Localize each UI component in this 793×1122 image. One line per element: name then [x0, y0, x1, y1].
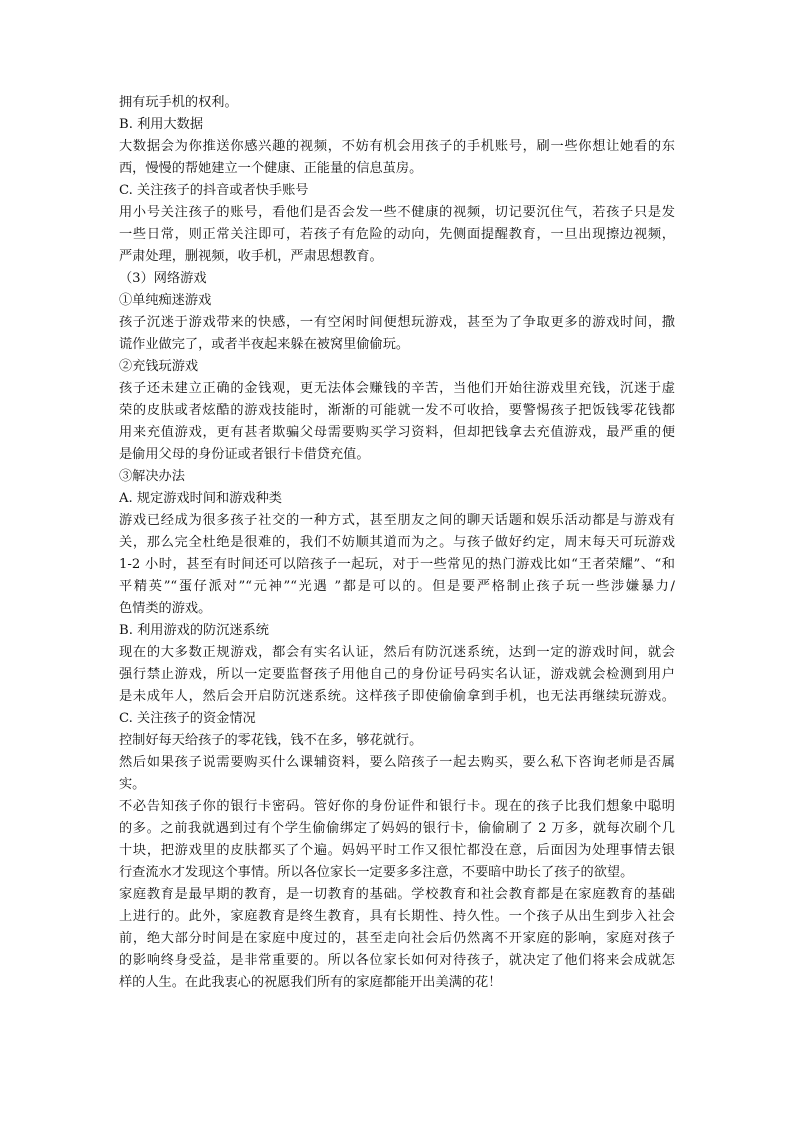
text-line: 控制好每天给孩子的零花钱，钱不在多，够花就行。 — [119, 733, 423, 748]
text-line: 平精英”“蛋仔派对”“元神”“光遇 ”都是可以的。但是要严格制止孩子玩一些涉嫌暴力/ — [119, 579, 675, 594]
text-line: 拥有玩手机的权利。 — [119, 95, 238, 110]
text-line: 十块，把游戏里的皮肤都买了个遍。妈妈平时工作又很忙都没在意，后面因为处理事情去银 — [119, 843, 675, 858]
text-line: 前，绝大部分时间是在家庭中度过的，甚至走向社会后仍然离不开家庭的影响，家庭对孩子 — [119, 931, 675, 946]
document-body — [119, 92, 675, 994]
text-line: B. 利用大数据 — [119, 117, 204, 132]
text-line: 的多。之前我就遇到过有个学生偷偷绑定了妈妈的银行卡，偷偷刷了 2 万多，就每次刷个几 — [119, 821, 675, 836]
text-line: 用小号关注孩子的账号，看他们是否会发一些不健康的视频，切记要沉住气，若孩子只是发 — [119, 205, 675, 220]
text-line: 一些日常，则正常关注即可，若孩子有危险的动向，先侧面提醒教育，一旦出现擦边视频， — [119, 227, 675, 242]
text-line: 样的人生。在此我衷心的祝愿我们所有的家庭都能开出美满的花！ — [119, 975, 502, 990]
text-line: 家庭教育是最早期的教育，是一切教育的基础。学校教育和社会教育都是在家庭教育的基础 — [119, 887, 675, 902]
text-line: A. 规定游戏时间和游戏种类 — [119, 491, 282, 506]
text-line: 不必告知孩子你的银行卡密码。管好你的身份证件和银行卡。现在的孩子比我们想象中聪明 — [119, 799, 675, 814]
text-line: 行查流水才发现这个事情。所以各位家长一定要多多注意，不要暗中助长了孩子的欲望。 — [119, 865, 634, 880]
text-line: 用来充值游戏，更有甚者欺骗父母需要购买学习资料，但却把钱拿去充值游戏，最严重的便 — [119, 425, 675, 440]
text-line: 孩子还未建立正确的金钱观，更无法体会赚钱的辛苦，当他们开始往游戏里充钱，沉迷于虚 — [119, 381, 675, 396]
text-line: ③解决办法 — [119, 469, 185, 484]
text-line: 色情类的游戏。 — [119, 601, 212, 616]
text-line: ①单纯痴迷游戏 — [119, 293, 212, 308]
text-line: 大数据会为你推送你感兴趣的视频，不妨有机会用孩子的手机账号，刷一些你想让她看的东 — [119, 139, 675, 154]
text-line: 是偷用父母的身份证或者银行卡借贷充值。 — [119, 447, 370, 462]
text-line: 1-2 小时，甚至有时间还可以陪孩子一起玩，对于一些常见的热门游戏比如“王者荣耀”、“和 — [119, 557, 675, 572]
text-line: 严肃处理，删视频，收手机，严肃思想教育。 — [119, 249, 383, 264]
text-line: 然后如果孩子说需要购买什么课辅资料，要么陪孩子一起去购买，要么私下咨询老师是否属 — [119, 755, 675, 770]
text-line: 西，慢慢的帮她建立一个健康、正能量的信息茧房。 — [119, 161, 423, 176]
text-line: （3）网络游戏 — [119, 271, 207, 286]
text-line: C. 关注孩子的抖音或者快手账号 — [119, 183, 309, 198]
text-line: 实。 — [119, 777, 146, 792]
text-line: C. 关注孩子的资金情况 — [119, 711, 256, 726]
text-line: 强行禁止游戏，所以一定要监督孩子用他自己的身份证号码实名认证，游戏就会检测到用户 — [119, 667, 675, 682]
text-line: 的影响终身受益，是非常重要的。所以各位家长如何对待孩子，就决定了他们将来会成就怎 — [119, 953, 675, 968]
text-line: 孩子沉迷于游戏带来的快感，一有空闲时间便想玩游戏，甚至为了争取更多的游戏时间，撒 — [119, 315, 675, 330]
text-line: 谎作业做完了，或者半夜起来躲在被窝里偷偷玩。 — [119, 337, 410, 352]
text-line: B. 利用游戏的防沉迷系统 — [119, 623, 269, 638]
text-line: 上进行的。此外，家庭教育是终生教育，具有长期性、持久性。一个孩子从出生到步入社会 — [119, 909, 675, 924]
text-line: 游戏已经成为很多孩子社交的一种方式，甚至朋友之间的聊天话题和娱乐活动都是与游戏有 — [119, 513, 675, 528]
text-line: ②充钱玩游戏 — [119, 359, 199, 374]
text-line: 关，那么完全杜绝是很难的，我们不妨顺其道而为之。与孩子做好约定，周末每天可玩游戏 — [119, 535, 675, 550]
text-line: 现在的大多数正规游戏，都会有实名认证，然后有防沉迷系统，达到一定的游戏时间，就会 — [119, 645, 675, 660]
text-line: 是未成年人，然后会开启防沉迷系统。这样孩子即使偷偷拿到手机，也无法再继续玩游戏。 — [119, 689, 675, 704]
text-line: 荣的皮肤或者炫酷的游戏技能时，渐渐的可能就一发不可收拾，要警惕孩子把饭钱零花钱都 — [119, 403, 675, 418]
